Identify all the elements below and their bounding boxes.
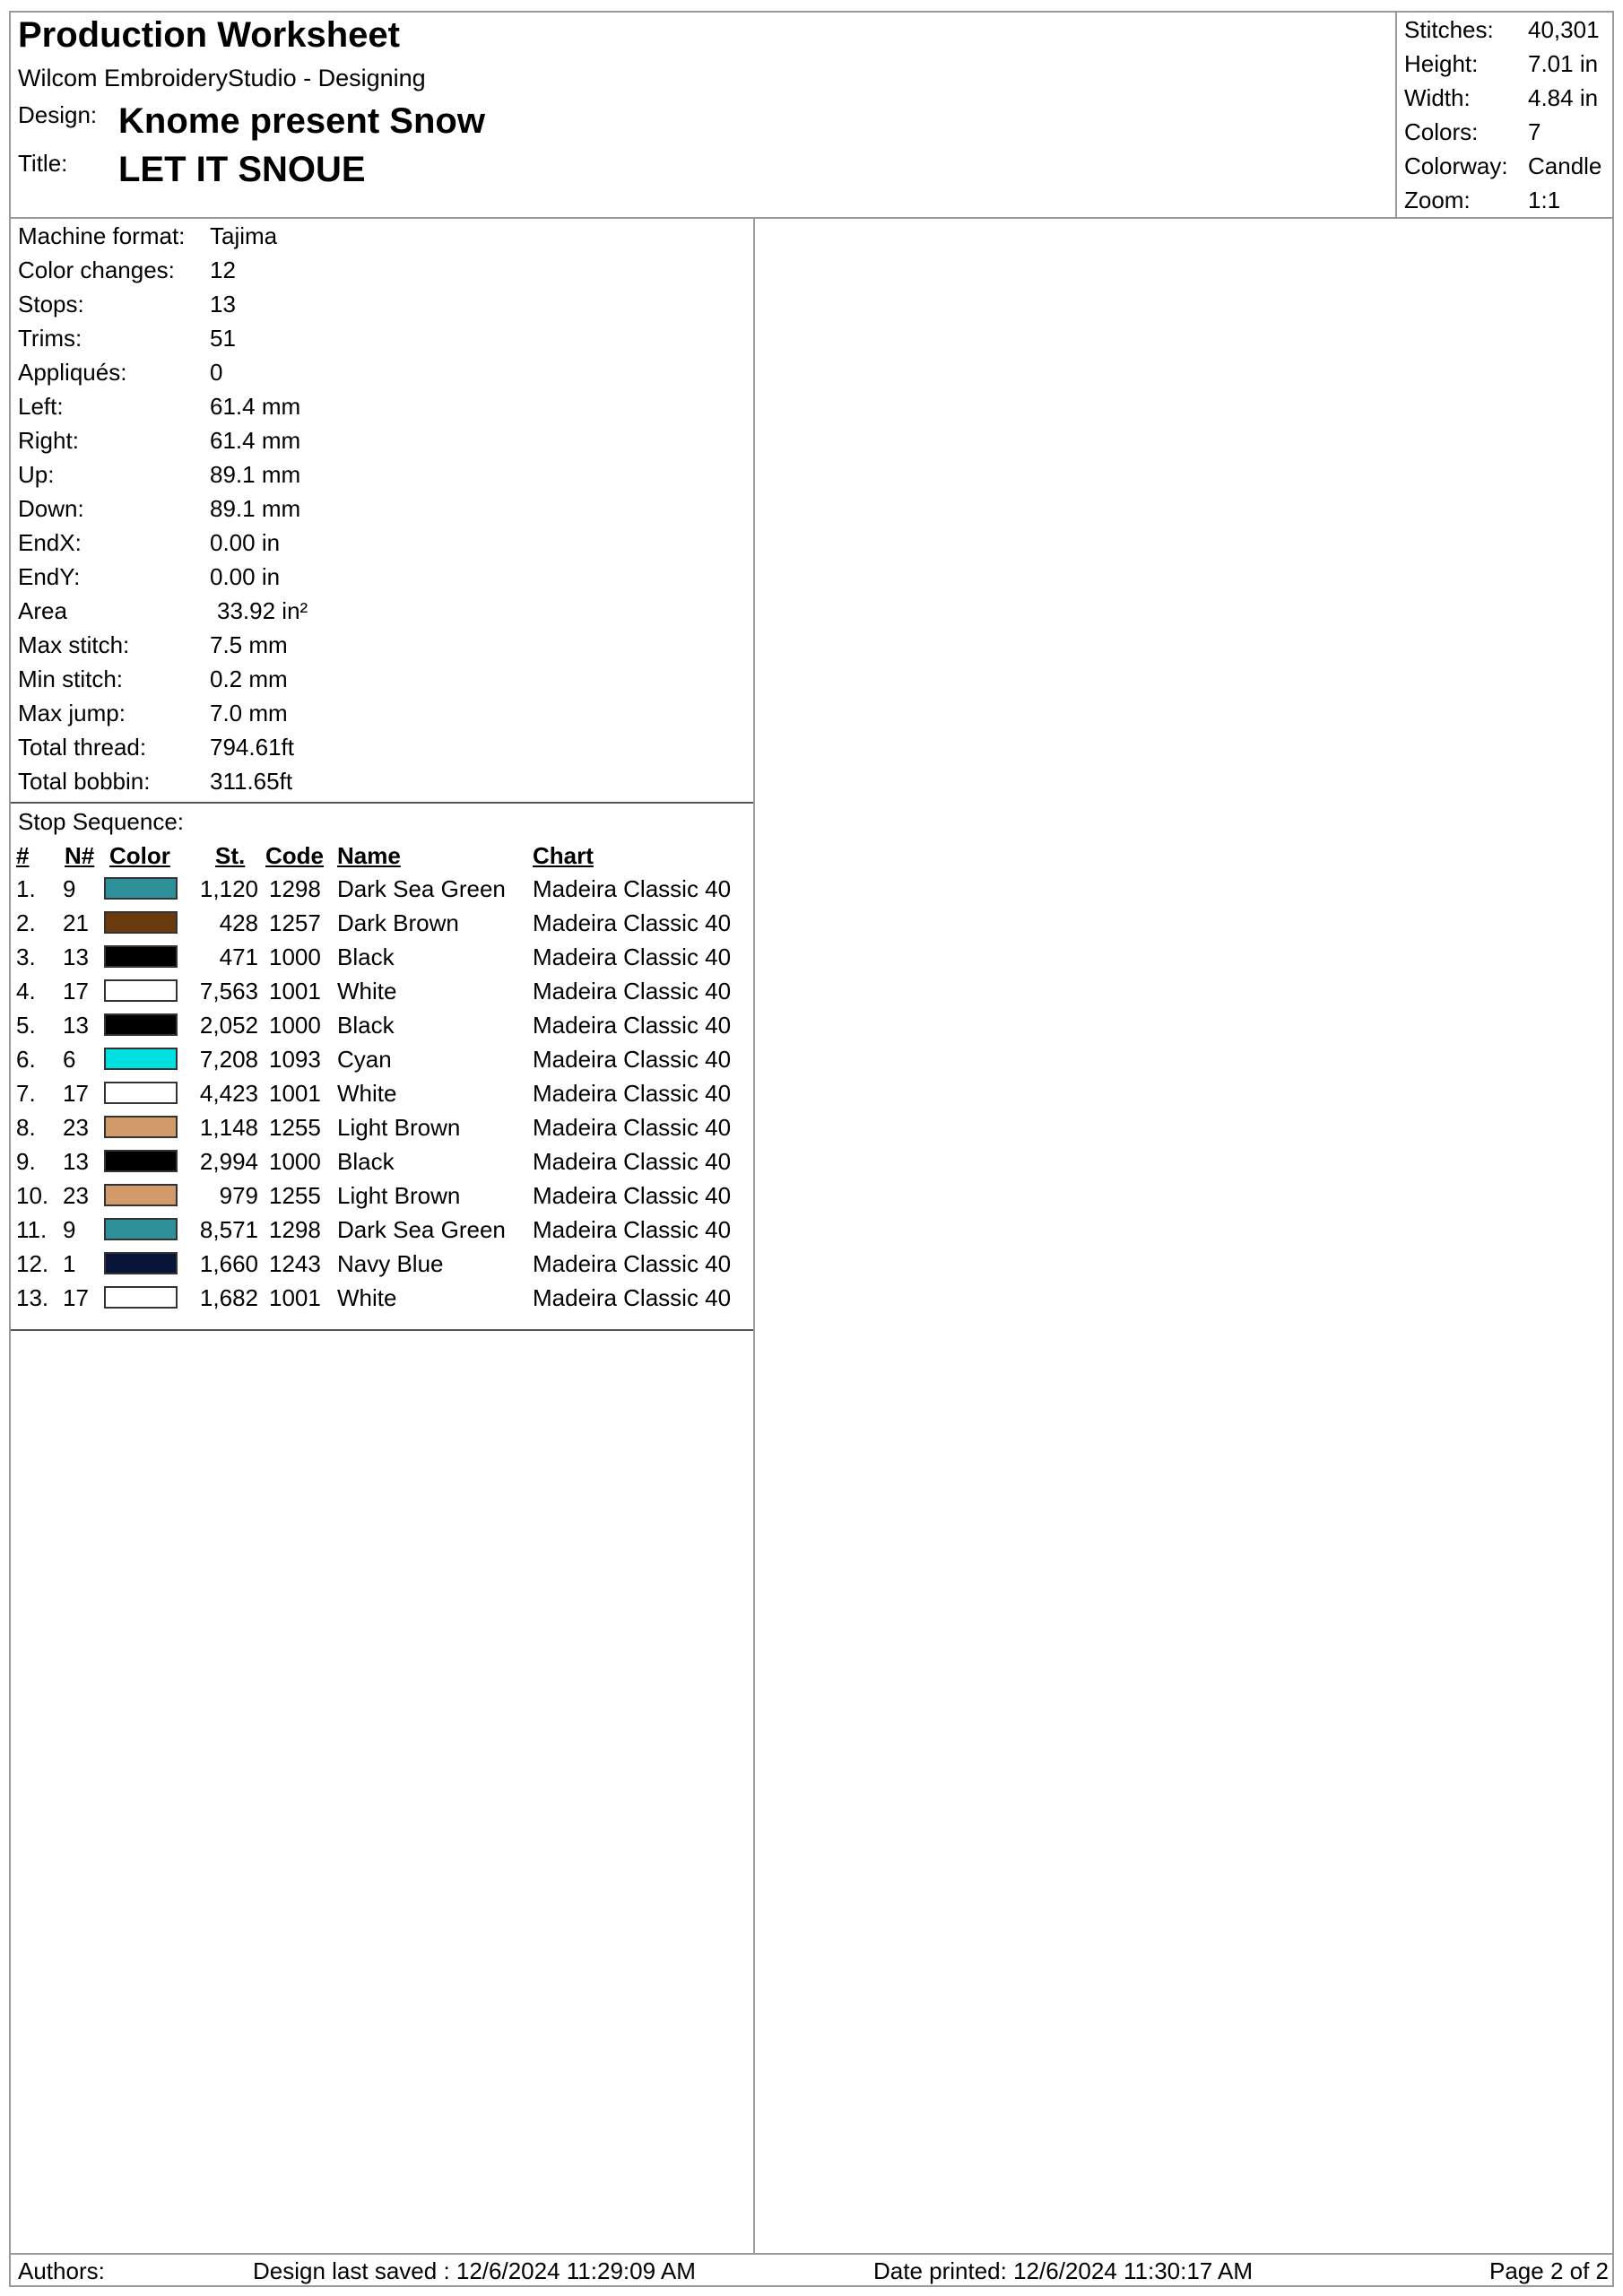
row-number: 3. bbox=[16, 944, 36, 970]
stop-table-header bbox=[11, 839, 753, 872]
stat-value: 0.00 in bbox=[210, 563, 281, 590]
design-name: Knome present Snow bbox=[118, 101, 485, 141]
stat-min-stitch bbox=[11, 662, 753, 696]
color-swatch bbox=[104, 1150, 178, 1172]
needle-number: 21 bbox=[63, 909, 89, 936]
page-title: Production Worksheet bbox=[18, 15, 400, 55]
footer-date-printed: Date printed: 12/6/2024 11:30:17 AM bbox=[873, 2257, 1254, 2284]
summary-label: Height: bbox=[1404, 50, 1479, 77]
thread-chart: Madeira Classic 40 bbox=[533, 978, 732, 1004]
thread-chart: Madeira Classic 40 bbox=[533, 1012, 732, 1039]
stat-label: Total thread: bbox=[18, 734, 147, 761]
details-column bbox=[11, 219, 755, 2253]
column-header-stitches: St. bbox=[215, 842, 246, 869]
stat-color-changes bbox=[11, 253, 753, 287]
thread-code: 1001 bbox=[269, 1080, 321, 1107]
thread-name: Cyan bbox=[337, 1046, 392, 1073]
thread-name: Black bbox=[337, 1148, 395, 1175]
summary-value: 4.84 in bbox=[1528, 84, 1599, 111]
stat-label: Up: bbox=[18, 461, 55, 488]
table-row bbox=[11, 1144, 753, 1178]
summary-value: Candle bbox=[1528, 152, 1602, 179]
stat-value: 61.4 mm bbox=[210, 427, 301, 454]
row-number: 5. bbox=[16, 1012, 36, 1039]
thread-chart: Madeira Classic 40 bbox=[533, 1216, 732, 1243]
thread-name: Dark Sea Green bbox=[337, 1216, 506, 1243]
thread-code: 1001 bbox=[269, 978, 321, 1004]
color-swatch bbox=[104, 1252, 178, 1274]
row-number: 2. bbox=[16, 909, 36, 936]
thread-code: 1093 bbox=[269, 1046, 321, 1073]
needle-number: 9 bbox=[63, 1216, 76, 1243]
stitch-count: 4,423 bbox=[199, 1080, 258, 1107]
thread-chart: Madeira Classic 40 bbox=[533, 875, 732, 902]
stat-value: 0.00 in bbox=[210, 529, 281, 556]
needle-number: 23 bbox=[63, 1114, 89, 1141]
stat-value: 0 bbox=[210, 359, 223, 386]
thread-name: Dark Brown bbox=[337, 909, 459, 936]
stat-endy bbox=[11, 560, 753, 594]
footer-last-saved: Design last saved : 12/6/2024 11:29:09 AM bbox=[253, 2257, 696, 2284]
stop-sequence-title: Stop Sequence: bbox=[18, 808, 185, 835]
thread-name: Light Brown bbox=[337, 1182, 461, 1209]
thread-code: 1255 bbox=[269, 1114, 321, 1141]
stitch-count: 1,682 bbox=[199, 1284, 258, 1311]
section-divider bbox=[11, 1329, 753, 1331]
row-number: 12. bbox=[16, 1250, 49, 1277]
stat-right bbox=[11, 423, 753, 457]
stitch-count: 2,052 bbox=[199, 1012, 258, 1039]
stat-value: 33.92 in² bbox=[217, 597, 308, 624]
stitch-count: 2,994 bbox=[199, 1148, 258, 1175]
table-row bbox=[11, 1008, 753, 1042]
table-row bbox=[11, 1213, 753, 1247]
thread-code: 1000 bbox=[269, 1148, 321, 1175]
stat-value: 7.5 mm bbox=[210, 631, 288, 658]
color-swatch bbox=[104, 1218, 178, 1240]
stat-label: EndY: bbox=[18, 563, 81, 590]
stat-label: EndX: bbox=[18, 529, 82, 556]
thread-name: Dark Sea Green bbox=[337, 875, 506, 902]
summary-label: Colors: bbox=[1404, 118, 1479, 145]
row-number: 8. bbox=[16, 1114, 36, 1141]
thread-name: White bbox=[337, 978, 397, 1004]
stitch-count: 471 bbox=[219, 944, 258, 970]
thread-code: 1257 bbox=[269, 909, 321, 936]
stat-value: 89.1 mm bbox=[210, 495, 301, 522]
color-swatch bbox=[104, 1184, 178, 1206]
thread-chart: Madeira Classic 40 bbox=[533, 1250, 732, 1277]
stat-total-thread bbox=[11, 730, 753, 764]
row-number: 1. bbox=[16, 875, 36, 902]
column-header-color: Color bbox=[109, 842, 170, 869]
needle-number: 13 bbox=[63, 1148, 89, 1175]
summary-label: Zoom: bbox=[1404, 187, 1471, 213]
thread-chart: Madeira Classic 40 bbox=[533, 1080, 732, 1107]
summary-label: Stitches: bbox=[1404, 16, 1494, 43]
footer-page-number: Page 2 of 2 bbox=[1489, 2257, 1609, 2284]
row-number: 6. bbox=[16, 1046, 36, 1073]
stat-appliques bbox=[11, 355, 753, 389]
table-row bbox=[11, 1042, 753, 1076]
stitch-count: 7,563 bbox=[199, 978, 258, 1004]
stat-value: 311.65ft bbox=[210, 768, 293, 795]
summary-stitches bbox=[1399, 13, 1614, 47]
design-title: LET IT SNOUE bbox=[118, 150, 366, 189]
thread-chart: Madeira Classic 40 bbox=[533, 1284, 732, 1311]
stat-label: Area bbox=[18, 597, 67, 624]
summary-value: 40,301 bbox=[1528, 16, 1600, 43]
summary-value: 1:1 bbox=[1528, 187, 1561, 213]
thread-code: 1000 bbox=[269, 944, 321, 970]
color-swatch bbox=[104, 877, 178, 900]
color-swatch bbox=[104, 911, 178, 934]
summary-value: 7.01 in bbox=[1528, 50, 1599, 77]
stitch-count: 7,208 bbox=[199, 1046, 258, 1073]
stat-up bbox=[11, 457, 753, 491]
stat-max-jump bbox=[11, 696, 753, 730]
color-swatch bbox=[104, 1048, 178, 1070]
thread-code: 1298 bbox=[269, 1216, 321, 1243]
table-row bbox=[11, 1247, 753, 1281]
stat-down bbox=[11, 491, 753, 526]
summary-width bbox=[1399, 81, 1614, 115]
summary-label: Colorway: bbox=[1404, 152, 1508, 179]
footer-authors: Authors: bbox=[18, 2257, 105, 2284]
thread-code: 1243 bbox=[269, 1250, 321, 1277]
stat-value: 794.61ft bbox=[210, 734, 294, 761]
thread-chart: Madeira Classic 40 bbox=[533, 944, 732, 970]
column-header-number: # bbox=[16, 842, 30, 869]
thread-chart: Madeira Classic 40 bbox=[533, 1182, 732, 1209]
column-header-needle: N# bbox=[65, 842, 95, 869]
row-number: 9. bbox=[16, 1148, 36, 1175]
stat-label: Max stitch: bbox=[18, 631, 130, 658]
stat-endx bbox=[11, 526, 753, 560]
design-label: Design: bbox=[18, 101, 98, 128]
stitch-count: 979 bbox=[219, 1182, 258, 1209]
color-swatch bbox=[104, 1082, 178, 1104]
thread-code: 1298 bbox=[269, 875, 321, 902]
row-number: 13. bbox=[16, 1284, 49, 1311]
worksheet-header bbox=[11, 13, 1614, 219]
thread-chart: Madeira Classic 40 bbox=[533, 1114, 732, 1141]
summary-zoom bbox=[1399, 183, 1614, 217]
stat-value: 51 bbox=[210, 325, 236, 352]
stitch-count: 428 bbox=[219, 909, 258, 936]
section-divider bbox=[11, 802, 753, 804]
summary-height bbox=[1399, 47, 1614, 81]
column-header-code: Code bbox=[265, 842, 324, 869]
summary-colors bbox=[1399, 115, 1614, 149]
summary-label: Width: bbox=[1404, 84, 1471, 111]
thread-name: Navy Blue bbox=[337, 1250, 444, 1277]
column-header-name: Name bbox=[337, 842, 401, 869]
thread-name: Black bbox=[337, 944, 395, 970]
thread-name: Light Brown bbox=[337, 1114, 461, 1141]
stat-label: Max jump: bbox=[18, 700, 126, 726]
color-swatch bbox=[104, 979, 178, 1002]
stitch-count: 8,571 bbox=[199, 1216, 258, 1243]
thread-name: White bbox=[337, 1080, 397, 1107]
needle-number: 6 bbox=[63, 1046, 76, 1073]
stat-label: Left: bbox=[18, 393, 64, 420]
color-swatch bbox=[104, 1116, 178, 1138]
summary-colorway bbox=[1399, 149, 1614, 183]
stat-total-bobbin bbox=[11, 764, 753, 798]
color-swatch bbox=[104, 1013, 178, 1036]
table-row bbox=[11, 872, 753, 906]
stitch-count: 1,120 bbox=[199, 875, 258, 902]
summary-value: 7 bbox=[1528, 118, 1541, 145]
header-info bbox=[11, 13, 1397, 217]
thread-code: 1255 bbox=[269, 1182, 321, 1209]
stat-trims bbox=[11, 321, 753, 355]
stat-value: 7.0 mm bbox=[210, 700, 288, 726]
stat-label: Machine format: bbox=[18, 222, 186, 249]
thread-chart: Madeira Classic 40 bbox=[533, 909, 732, 936]
needle-number: 9 bbox=[63, 875, 76, 902]
table-row bbox=[11, 1178, 753, 1213]
needle-number: 17 bbox=[63, 1080, 89, 1107]
stitch-count: 1,660 bbox=[199, 1250, 258, 1277]
stat-label: Min stitch: bbox=[18, 665, 124, 692]
stat-left bbox=[11, 389, 753, 423]
stat-label: Down: bbox=[18, 495, 84, 522]
column-header-chart: Chart bbox=[533, 842, 594, 869]
table-row bbox=[11, 1110, 753, 1144]
stitch-count: 1,148 bbox=[199, 1114, 258, 1141]
row-number: 4. bbox=[16, 978, 36, 1004]
needle-number: 17 bbox=[63, 978, 89, 1004]
stat-value: Tajima bbox=[210, 222, 278, 249]
title-label: Title: bbox=[18, 150, 68, 177]
color-swatch bbox=[104, 1286, 178, 1309]
thread-chart: Madeira Classic 40 bbox=[533, 1046, 732, 1073]
table-row bbox=[11, 940, 753, 974]
needle-number: 17 bbox=[63, 1284, 89, 1311]
worksheet-footer bbox=[11, 2253, 1614, 2287]
worksheet-page bbox=[9, 11, 1614, 2287]
stat-max-stitch bbox=[11, 628, 753, 662]
row-number: 7. bbox=[16, 1080, 36, 1107]
stat-area bbox=[11, 594, 753, 628]
stat-value: 61.4 mm bbox=[210, 393, 301, 420]
stat-label: Total bobbin: bbox=[18, 768, 151, 795]
row-number: 11. bbox=[16, 1216, 48, 1243]
table-row bbox=[11, 1281, 753, 1315]
needle-number: 23 bbox=[63, 1182, 89, 1209]
stat-label: Right: bbox=[18, 427, 79, 454]
app-name: Wilcom EmbroideryStudio - Designing bbox=[18, 65, 426, 91]
row-number: 10. bbox=[16, 1182, 49, 1209]
needle-number: 1 bbox=[63, 1250, 76, 1277]
needle-number: 13 bbox=[63, 944, 89, 970]
thread-code: 1000 bbox=[269, 1012, 321, 1039]
stat-value: 13 bbox=[210, 291, 236, 317]
stat-label: Trims: bbox=[18, 325, 82, 352]
stat-value: 0.2 mm bbox=[210, 665, 288, 692]
thread-name: Black bbox=[337, 1012, 395, 1039]
stat-label: Color changes: bbox=[18, 257, 175, 283]
stat-machine-format bbox=[11, 219, 753, 253]
stat-label: Stops: bbox=[18, 291, 84, 317]
stat-value: 12 bbox=[210, 257, 236, 283]
stat-value: 89.1 mm bbox=[210, 461, 301, 488]
stat-label: Appliqués: bbox=[18, 359, 127, 386]
thread-name: White bbox=[337, 1284, 397, 1311]
thread-chart: Madeira Classic 40 bbox=[533, 1148, 732, 1175]
thread-code: 1001 bbox=[269, 1284, 321, 1311]
table-row bbox=[11, 974, 753, 1008]
table-row bbox=[11, 1076, 753, 1110]
stat-stops bbox=[11, 287, 753, 321]
table-row bbox=[11, 906, 753, 940]
needle-number: 13 bbox=[63, 1012, 89, 1039]
color-swatch bbox=[104, 945, 178, 968]
